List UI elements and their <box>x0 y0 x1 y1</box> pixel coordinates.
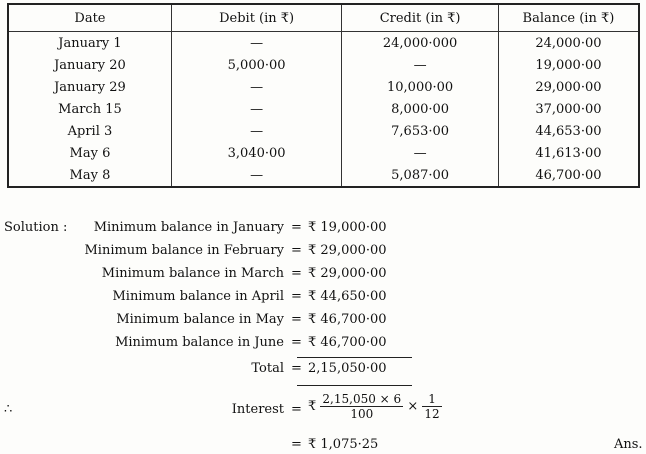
table-row <box>8 76 639 98</box>
cell-balance: 46,700·00 <box>498 164 639 187</box>
total-bottom-rule <box>297 385 412 386</box>
equals-sign: = <box>291 361 302 376</box>
interest-label: Interest <box>231 402 284 417</box>
cell-debit: — <box>171 98 341 120</box>
answer-label: Ans. <box>614 437 643 452</box>
equals-sign: = <box>291 402 302 417</box>
minimum-balance-label: Minimum balance in June <box>115 335 284 350</box>
cell-debit: — <box>171 164 341 187</box>
minimum-balance-label: Minimum balance in February <box>84 243 284 258</box>
minimum-balance-label: Minimum balance in April <box>112 289 284 304</box>
table-row <box>8 142 639 164</box>
cell-debit: — <box>171 120 341 142</box>
cell-balance: 19,000·00 <box>498 54 639 76</box>
cell-credit: 7,653·00 <box>342 120 499 142</box>
interest-row <box>0 392 646 428</box>
cell-debit: — <box>171 32 341 55</box>
minimum-balance-label: Minimum balance in May <box>116 312 284 327</box>
cell-date: January 29 <box>8 76 171 98</box>
equals-sign: = <box>291 437 302 452</box>
total-top-rule <box>297 357 412 358</box>
cell-credit: 8,000·00 <box>342 98 499 120</box>
table-row <box>8 54 639 76</box>
cell-balance: 29,000·00 <box>498 76 639 98</box>
minimum-balance-value: ₹ 44,650·00 <box>308 289 387 304</box>
interest-result: ₹ 1,075·25 <box>308 437 379 452</box>
fraction-numerator: 2,15,050 × 6 <box>322 392 402 406</box>
cell-balance: 41,613·00 <box>498 142 639 164</box>
table-row <box>8 164 639 187</box>
fraction-numerator: 1 <box>422 392 441 407</box>
cell-date: April 3 <box>8 120 171 142</box>
cell-credit: 5,087·00 <box>342 164 499 187</box>
header-credit: Credit (in ₹) <box>342 4 499 32</box>
table-row <box>8 120 639 142</box>
cell-balance: 44,653·00 <box>498 120 639 142</box>
minimum-balance-value: ₹ 19,000·00 <box>308 220 387 235</box>
minimum-balance-value: ₹ 46,700·00 <box>308 312 387 327</box>
cell-date: May 8 <box>8 164 171 187</box>
table-row <box>8 32 639 55</box>
cell-date: May 6 <box>8 142 171 164</box>
equals-sign: = <box>291 289 302 304</box>
total-value: 2,15,050·00 <box>308 361 387 376</box>
cell-credit: — <box>342 142 499 164</box>
minimum-balance-label: Minimum balance in March <box>101 266 284 281</box>
cell-balance: 24,000·00 <box>498 32 639 55</box>
therefore-symbol: ∴ <box>4 402 13 417</box>
equals-sign: = <box>291 243 302 258</box>
fraction-period <box>422 392 441 421</box>
times-sign: × <box>407 399 419 414</box>
cell-credit: 24,000·000 <box>342 32 499 55</box>
cell-date: January 1 <box>8 32 171 55</box>
header-balance: Balance (in ₹) <box>498 4 639 32</box>
cell-credit: 10,000·00 <box>342 76 499 98</box>
header-debit: Debit (in ₹) <box>171 4 341 32</box>
transactions-table <box>7 3 640 188</box>
equals-sign: = <box>291 335 302 350</box>
header-date: Date <box>8 4 171 32</box>
fraction-main <box>320 392 403 421</box>
minimum-balance-value: ₹ 29,000·00 <box>308 266 387 281</box>
solution-label: Solution : <box>4 220 68 235</box>
cell-debit: 5,000·00 <box>171 54 341 76</box>
fraction-denominator: 12 <box>424 407 440 421</box>
equals-sign: = <box>291 220 302 235</box>
rupee-symbol: ₹ <box>308 399 317 414</box>
fraction-denominator: 100 <box>350 407 374 421</box>
cell-date: January 20 <box>8 54 171 76</box>
total-label: Total <box>251 361 284 376</box>
cell-debit: — <box>171 76 341 98</box>
cell-credit: — <box>342 54 499 76</box>
cell-balance: 37,000·00 <box>498 98 639 120</box>
minimum-balance-label: Minimum balance in January <box>93 220 284 235</box>
table-header-row <box>8 4 639 32</box>
minimum-balance-value: ₹ 29,000·00 <box>308 243 387 258</box>
cell-date: March 15 <box>8 98 171 120</box>
interest-formula <box>308 392 442 421</box>
equals-sign: = <box>291 312 302 327</box>
equals-sign: = <box>291 266 302 281</box>
cell-debit: 3,040·00 <box>171 142 341 164</box>
table-row <box>8 98 639 120</box>
minimum-balance-value: ₹ 46,700·00 <box>308 335 387 350</box>
